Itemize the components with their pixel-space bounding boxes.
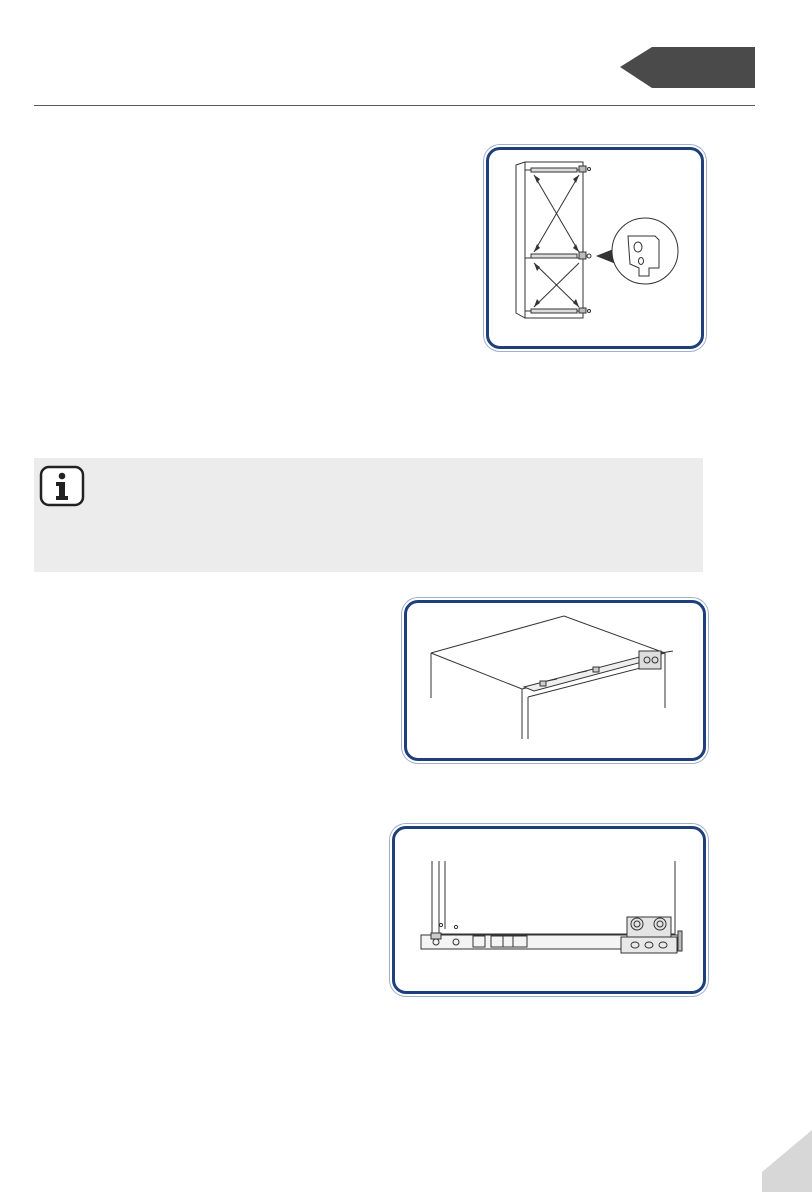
hinge-rail-figure	[392, 826, 706, 994]
info-icon	[39, 465, 85, 507]
language-tab	[620, 47, 755, 88]
cabinet-alignment-figure	[486, 147, 704, 349]
top-rail-illustration	[407, 603, 703, 758]
header-divider	[34, 105, 755, 106]
page-corner-decoration	[762, 1130, 812, 1192]
cabinet-illustration	[489, 150, 701, 346]
hinge-rail-illustration	[395, 829, 703, 991]
info-note	[34, 458, 703, 572]
top-rail-figure	[404, 600, 706, 761]
